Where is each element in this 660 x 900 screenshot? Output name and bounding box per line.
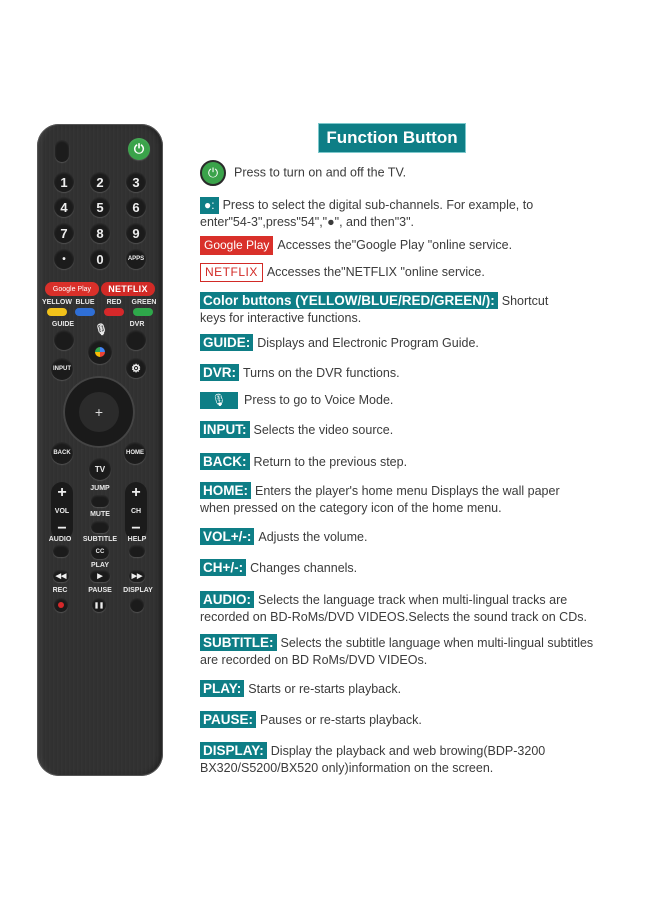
- play-tag: PLAY:: [200, 680, 244, 697]
- number-button-5[interactable]: 5: [90, 197, 110, 217]
- item-power: [200, 160, 640, 186]
- remote-control: [37, 124, 163, 776]
- home-desc-1: Enters the player's home menu Displays the wall paper: [255, 484, 560, 498]
- dvr-button[interactable]: [126, 330, 146, 350]
- google-play-desc: Accesses the"Google Play "online service.: [277, 238, 513, 252]
- fast-forward-button[interactable]: [129, 570, 145, 582]
- subtitle-label: SUBTITLE: [82, 536, 118, 543]
- volume-up-icon: +: [57, 484, 67, 501]
- dvr-desc: Turns on the DVR functions.: [243, 366, 400, 380]
- color-desc-2: keys for interactive functions.: [200, 311, 362, 325]
- green-button[interactable]: [133, 308, 153, 316]
- mute-label: MUTE: [90, 511, 110, 518]
- back-button[interactable]: BACK: [51, 442, 73, 464]
- red-button[interactable]: [104, 308, 124, 316]
- subtitle-button[interactable]: CC: [91, 545, 109, 559]
- number-button-0[interactable]: 0: [90, 249, 110, 269]
- dpad[interactable]: [63, 376, 135, 448]
- play-icon: ▶: [97, 573, 103, 580]
- green-label: GREEN: [131, 299, 157, 306]
- item-dvr: [200, 364, 640, 382]
- guide-button[interactable]: [54, 330, 74, 350]
- google-assistant-icon: [95, 347, 105, 357]
- display-button[interactable]: [130, 598, 144, 612]
- gear-icon: ⚙: [131, 362, 141, 375]
- subtitle-desc-1: Selects the subtitle language when multi-lingual subtitles: [280, 636, 594, 650]
- item-google-play: [200, 236, 640, 255]
- number-button-7[interactable]: 7: [54, 223, 74, 243]
- audio-label: AUDIO: [48, 536, 72, 543]
- item-input: [200, 421, 640, 439]
- pause-button[interactable]: [92, 598, 106, 612]
- dot-button[interactable]: •: [54, 249, 74, 269]
- guide-label: GUIDE: [51, 321, 75, 328]
- display-tag: DISPLAY:: [200, 742, 267, 759]
- number-button-8[interactable]: 8: [90, 223, 110, 243]
- remote-sensor: [55, 140, 69, 162]
- rewind-icon: ◀◀: [55, 573, 67, 580]
- item-guide: [200, 334, 640, 352]
- number-button-3[interactable]: 3: [126, 172, 146, 192]
- channel-rocker[interactable]: [125, 482, 147, 540]
- mic-icon: 🎙: [200, 392, 238, 409]
- number-button-9[interactable]: 9: [126, 223, 146, 243]
- volume-tag: VOL+/-:: [200, 528, 254, 545]
- display-label: DISPLAY: [123, 587, 153, 594]
- number-button-1[interactable]: 1: [54, 172, 74, 192]
- item-voice: [200, 392, 640, 409]
- volume-rocker[interactable]: [51, 482, 73, 540]
- channel-tag: CH+/-:: [200, 559, 246, 576]
- color-desc-1: Shortcut: [501, 294, 549, 308]
- power-icon: ⏻: [200, 160, 226, 186]
- number-button-4[interactable]: 4: [54, 197, 74, 217]
- play-label: PLAY: [90, 562, 110, 569]
- power-desc: Press to turn on and off the TV.: [234, 165, 407, 180]
- home-button[interactable]: HOME: [124, 442, 146, 464]
- channel-label: CH: [130, 507, 142, 515]
- dot-icon: ●:: [200, 197, 219, 214]
- item-display: [200, 742, 640, 777]
- item-dot: [200, 197, 640, 231]
- fast-forward-icon: ▶▶: [131, 573, 143, 580]
- number-button-2[interactable]: 2: [90, 172, 110, 192]
- channel-down-icon: −: [131, 520, 141, 537]
- google-play-button[interactable]: Google Play: [45, 282, 99, 296]
- item-pause: [200, 711, 640, 729]
- back-desc: Return to the previous step.: [253, 455, 408, 469]
- home-tag: HOME:: [200, 482, 251, 499]
- play-button[interactable]: [90, 570, 110, 582]
- guide-tag: GUIDE:: [200, 334, 253, 351]
- netflix-button[interactable]: NETFLIX: [101, 282, 155, 296]
- item-subtitle: [200, 634, 640, 669]
- power-button[interactable]: [128, 138, 150, 160]
- display-desc-2: BX320/S5200/BX520 only)information on the screen.: [200, 761, 494, 775]
- item-back: [200, 453, 640, 471]
- home-desc-2: when pressed on the category icon of the home menu.: [200, 501, 502, 515]
- pause-label: PAUSE: [88, 587, 112, 594]
- guide-desc: Displays and Electronic Program Guide.: [257, 336, 479, 350]
- blue-label: BLUE: [75, 299, 95, 306]
- voice-desc: Press to go to Voice Mode.: [244, 393, 394, 407]
- pause-icon: ❚❚: [93, 602, 105, 609]
- channel-up-icon: +: [131, 484, 141, 501]
- audio-button[interactable]: [53, 545, 69, 557]
- yellow-label: YELLOW: [42, 299, 72, 306]
- item-netflix: [200, 263, 640, 282]
- volume-label: VOL: [54, 507, 70, 515]
- google-play-tag: Google Play: [200, 236, 273, 255]
- dvr-tag: DVR:: [200, 364, 239, 381]
- yellow-button[interactable]: [47, 308, 67, 316]
- pause-desc: Pauses or re-starts playback.: [260, 713, 422, 727]
- record-button[interactable]: [54, 598, 68, 612]
- power-icon: ⏻: [133, 141, 145, 156]
- back-tag: BACK:: [200, 453, 250, 470]
- channel-desc: Changes channels.: [250, 561, 358, 575]
- mute-button[interactable]: [91, 521, 109, 533]
- subtitle-desc-2: are recorded on BD RoMs/DVD VIDEOs.: [200, 653, 428, 667]
- input-button[interactable]: INPUT: [51, 358, 73, 380]
- volume-desc: Adjusts the volume.: [258, 530, 368, 544]
- dvr-label: DVR: [129, 321, 145, 328]
- input-tag: INPUT:: [200, 421, 250, 438]
- ok-button[interactable]: +: [79, 392, 119, 432]
- help-button[interactable]: [129, 545, 145, 557]
- netflix-tag: NETFLIX: [200, 263, 263, 282]
- item-color: [200, 292, 640, 327]
- item-play: [200, 680, 640, 698]
- dot-desc-1: Press to select the digital sub-channels. For example, to: [222, 198, 534, 212]
- play-desc: Starts or re-starts playback.: [248, 682, 402, 696]
- audio-desc-2: recorded on BD-RoMs/DVD VIDEOS.Selects the sound track on CDs.: [200, 610, 587, 624]
- netflix-desc: Accesses the"NETFLIX "online service.: [266, 265, 485, 279]
- settings-button[interactable]: [126, 358, 146, 378]
- page-title: Function Button: [318, 123, 466, 153]
- color-tag: Color buttons (YELLOW/BLUE/RED/GREEN/):: [200, 292, 498, 309]
- audio-desc-1: Selects the language track when multi-lingual tracks are: [258, 593, 568, 607]
- tv-button[interactable]: TV: [89, 458, 111, 480]
- jump-label: JUMP: [90, 485, 110, 492]
- volume-down-icon: −: [57, 520, 67, 537]
- pause-tag: PAUSE:: [200, 711, 256, 728]
- google-assistant-button[interactable]: [88, 340, 112, 364]
- subtitle-tag: SUBTITLE:: [200, 634, 277, 651]
- dot-desc-2: enter"54-3",press"54","●", and then"3".: [200, 215, 415, 229]
- rewind-button[interactable]: [53, 570, 69, 582]
- input-desc: Selects the video source.: [253, 423, 394, 437]
- item-home: [200, 482, 640, 517]
- jump-button[interactable]: [91, 495, 109, 507]
- rec-label: REC: [52, 587, 68, 594]
- help-label: HELP: [127, 536, 147, 543]
- blue-button[interactable]: [75, 308, 95, 316]
- item-channel: [200, 559, 640, 577]
- audio-tag: AUDIO:: [200, 591, 254, 608]
- red-label: RED: [106, 299, 122, 306]
- number-button-6[interactable]: 6: [126, 197, 146, 217]
- mic-icon: 🎙: [94, 324, 108, 336]
- record-icon: [58, 602, 64, 608]
- apps-button[interactable]: APPS: [126, 249, 146, 269]
- item-volume: [200, 528, 640, 546]
- item-audio: [200, 591, 640, 626]
- display-desc-1: Display the playback and web browing(BDP-3200: [270, 744, 546, 758]
